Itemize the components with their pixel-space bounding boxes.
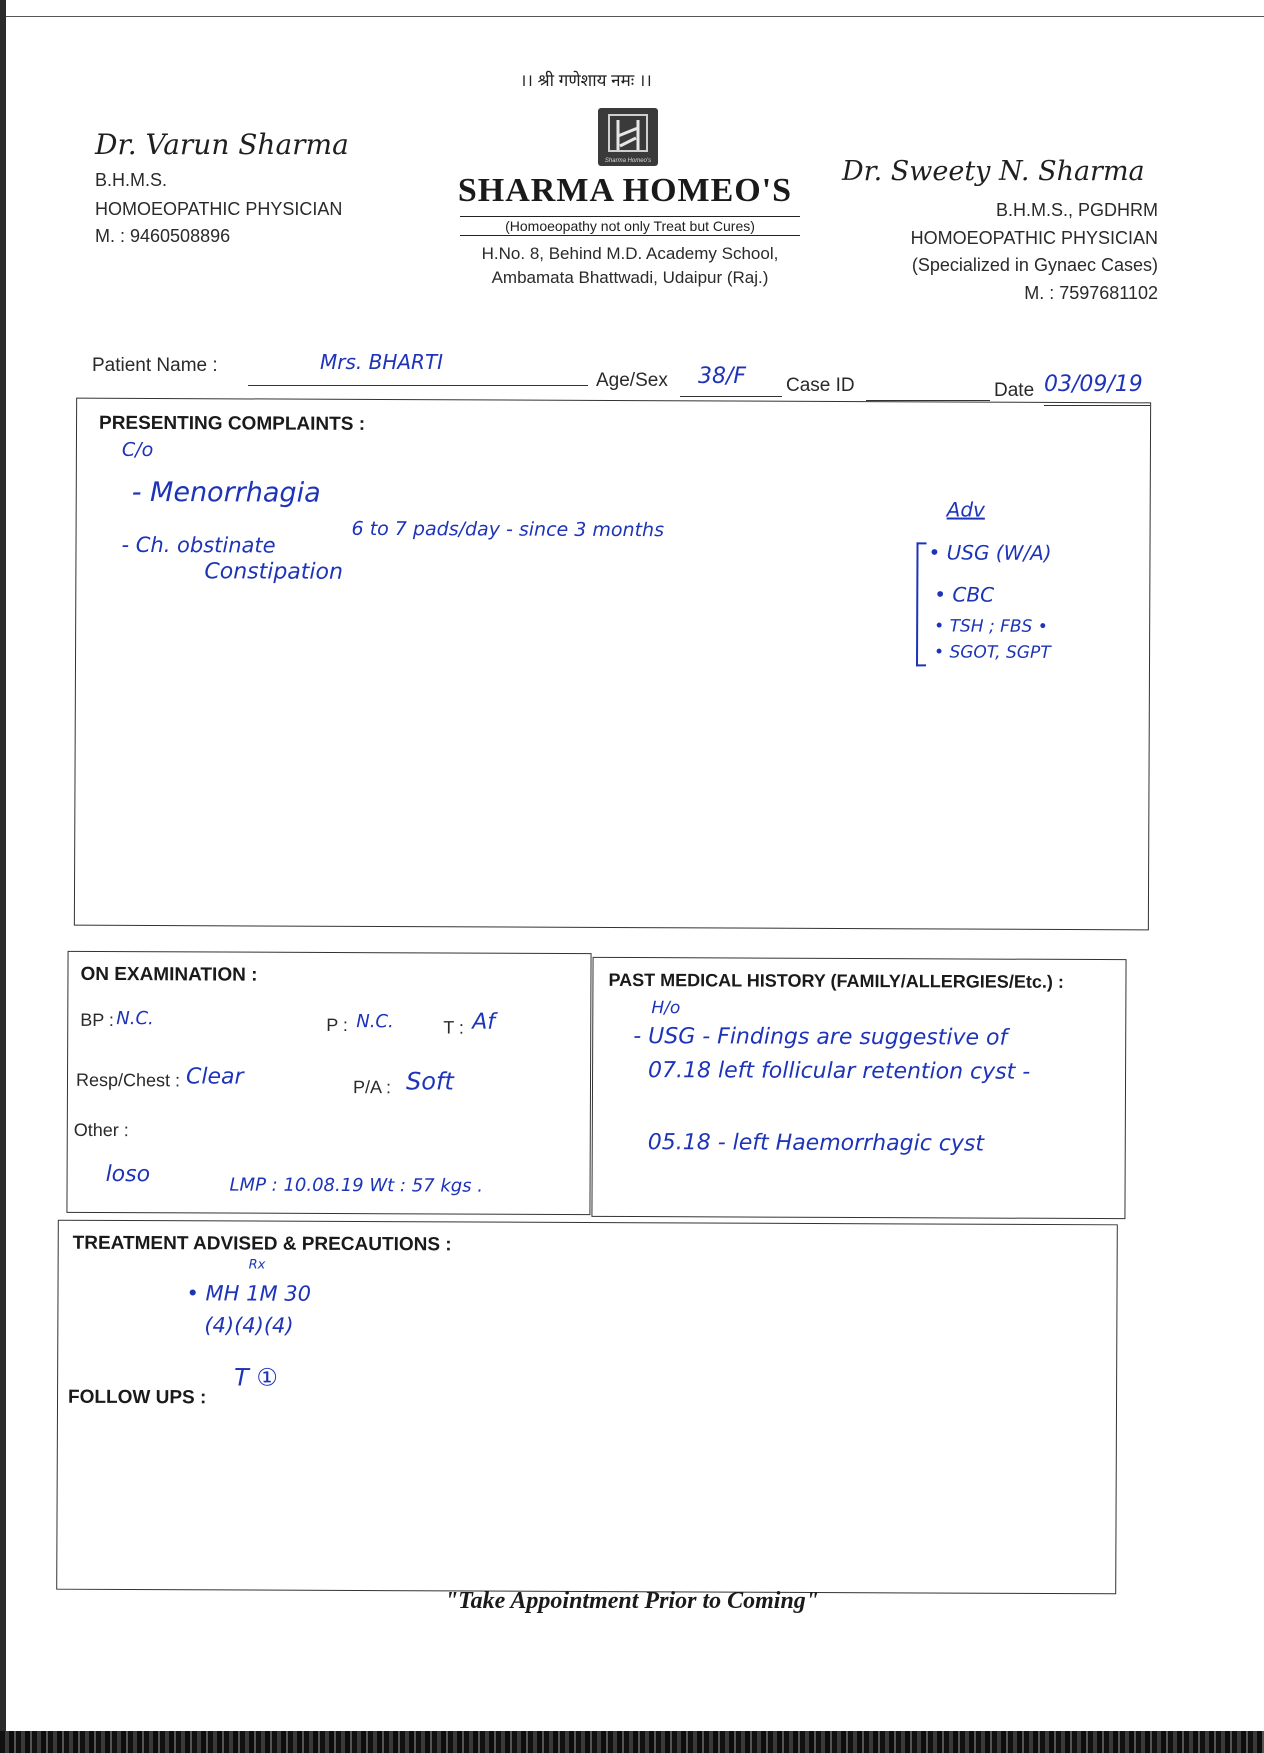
- advice-bracket: [916, 542, 927, 666]
- history-line-1: H/o: [651, 998, 681, 1019]
- advice-heading: Adv: [946, 497, 985, 522]
- complaint-line-1: C/o: [121, 438, 154, 461]
- presenting-complaints-box: [74, 398, 1151, 931]
- right-doctor-mobile: M. : 7597681102: [1024, 283, 1158, 303]
- clinic-logo: [598, 108, 658, 166]
- case-id-label: Case ID: [786, 375, 855, 396]
- past-medical-history-heading: PAST MEDICAL HISTORY (FAMILY/ALLERGIES/Etc.) :: [608, 969, 1064, 992]
- scan-bottom-strip: [0, 1731, 1264, 1753]
- date-value[interactable]: 03/09/19: [1044, 372, 1143, 397]
- patient-name-line: [248, 385, 588, 386]
- treatment-line-2: (4)(4)(4): [204, 1313, 294, 1338]
- bp-label: BP :: [80, 1009, 115, 1031]
- left-doctor-degree: B.H.M.S.: [95, 170, 168, 190]
- rx-symbol: Rx: [248, 1257, 266, 1273]
- scan-top-line: [0, 16, 1264, 17]
- advice-item-4: • SGOT, SGPT: [934, 642, 1051, 663]
- age-sex-value[interactable]: 38/F: [698, 364, 747, 389]
- left-doctor-name: Dr. Varun Sharma: [95, 128, 349, 161]
- pa-label: P/A :: [352, 1077, 392, 1098]
- treatment-heading: TREATMENT ADVISED & PRECAUTIONS :: [72, 1232, 452, 1256]
- date-label: Date: [994, 380, 1035, 401]
- scan-left-edge: [0, 0, 6, 1753]
- complaint-line-5: Constipation: [204, 559, 344, 585]
- advice-item-3: • TSH ; FBS •: [934, 616, 1048, 637]
- advice-item-2: • CBC: [934, 582, 995, 607]
- invocation: ।। श्री गणेशाय नमः ।।: [520, 71, 652, 90]
- advice-item-1: • USG (W/A): [928, 540, 1052, 565]
- logo-caption: Sharma Homeo's: [604, 158, 652, 164]
- resp-chest-value[interactable]: Clear: [185, 1064, 244, 1090]
- other-label: Other :: [73, 1119, 129, 1141]
- pa-value[interactable]: Soft: [405, 1067, 454, 1096]
- on-examination-box: [66, 951, 591, 1215]
- right-doctor-speciality: (Specialized in Gynaec Cases): [911, 255, 1158, 275]
- right-doctor-name: Dr. Sweety N. Sharma: [842, 156, 1145, 187]
- complaint-line-3: 6 to 7 pads/day - since 3 months: [351, 517, 665, 542]
- left-doctor-mobile: M. : 9460508896: [95, 226, 231, 246]
- p-value[interactable]: N.C.: [356, 1011, 394, 1033]
- past-medical-history-box: [591, 957, 1126, 1219]
- clinic-name: SHARMA HOMEO'S: [457, 172, 793, 209]
- bp-value[interactable]: N.C.: [116, 1008, 154, 1030]
- complaint-line-2: - Menorrhagia: [131, 476, 321, 509]
- history-line-2: - USG - Findings are suggestive of: [633, 1024, 1008, 1051]
- resp-chest-label: Resp/Chest :: [75, 1069, 181, 1091]
- treatment-line-1: • MH 1M 30: [186, 1281, 312, 1306]
- other-value[interactable]: loso: [105, 1162, 151, 1188]
- right-doctor-degree: B.H.M.S., PGDHRM: [995, 200, 1158, 220]
- t-value[interactable]: Af: [472, 1009, 496, 1035]
- treatment-box: [56, 1220, 1118, 1595]
- on-examination-heading: ON EXAMINATION :: [80, 963, 258, 986]
- patient-name-value[interactable]: Mrs. BHARTI: [320, 350, 444, 374]
- t-label: T :: [443, 1017, 464, 1038]
- age-sex-label: Age/Sex: [596, 370, 668, 391]
- lmp-weight-value[interactable]: LMP : 10.08.19 Wt : 57 kgs .: [229, 1174, 484, 1197]
- right-doctor-title: HOMOEOPATHIC PHYSICIAN: [910, 228, 1158, 248]
- age-sex-line: [680, 396, 782, 397]
- follow-ups-value[interactable]: T ①: [234, 1363, 278, 1392]
- clinic-tagline: (Homoeopathy not only Treat but Cures): [460, 216, 800, 236]
- clinic-address-line2: Ambamata Bhattwadi, Udaipur (Raj.): [491, 268, 769, 287]
- history-line-3: 07.18 left follicular retention cyst -: [648, 1058, 1031, 1085]
- follow-ups-label: FOLLOW UPS :: [67, 1386, 207, 1409]
- clinic-address-line1: H.No. 8, Behind M.D. Academy School,: [481, 244, 779, 263]
- complaint-line-4: - Ch. obstinate: [121, 532, 276, 558]
- footer-note: "Take Appointment Prior to Coming": [444, 1588, 820, 1614]
- p-label: P :: [326, 1014, 348, 1036]
- patient-name-label: Patient Name :: [92, 355, 218, 376]
- left-doctor-title: HOMOEOPATHIC PHYSICIAN: [95, 199, 343, 219]
- history-line-4: 05.18 - left Haemorrhagic cyst: [647, 1130, 985, 1157]
- presenting-complaints-heading: PRESENTING COMPLAINTS :: [98, 412, 366, 435]
